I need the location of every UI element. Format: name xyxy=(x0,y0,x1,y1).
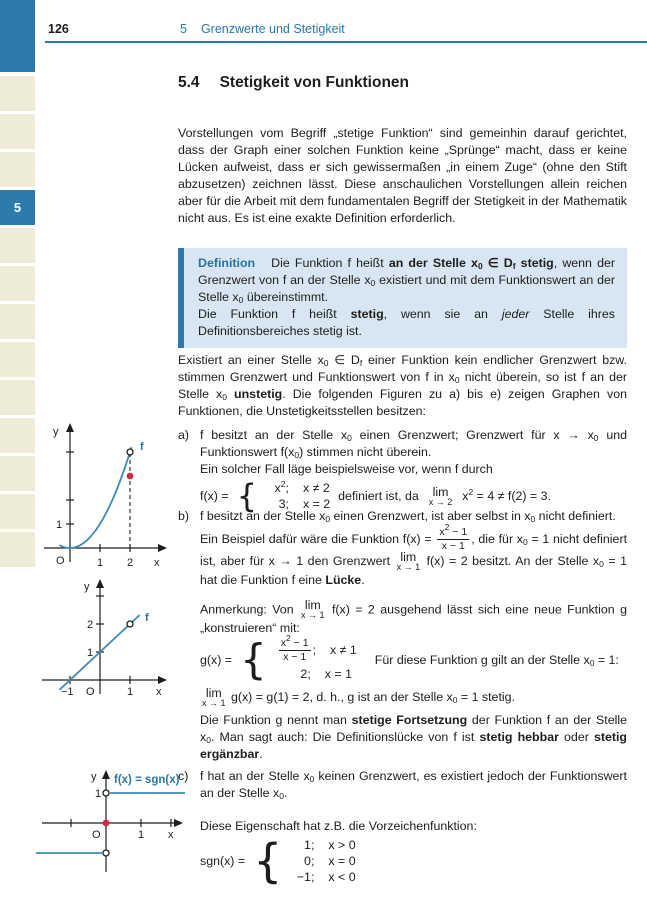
case-cond: x = 2 xyxy=(302,497,331,511)
unstetig-paragraph xyxy=(178,352,627,420)
svg-text:1: 1 xyxy=(87,647,94,659)
sidebar-tab xyxy=(0,456,35,491)
svg-text:1: 1 xyxy=(56,519,63,531)
sidebar-header-block xyxy=(0,0,35,72)
svg-text:O: O xyxy=(86,686,95,698)
sidebar-tab xyxy=(0,228,35,263)
definition-label: Definition xyxy=(198,256,256,270)
main-column xyxy=(178,0,627,921)
g-formula xyxy=(178,633,627,685)
svg-text:f: f xyxy=(145,612,149,624)
svg-text:2: 2 xyxy=(127,557,134,569)
section-title-text: Stetigkeit von Funktionen xyxy=(219,74,410,91)
sidebar-tab-chapter-5: 5 xyxy=(0,190,35,225)
case-expr: 0; xyxy=(304,854,315,868)
svg-text:1: 1 xyxy=(95,788,102,800)
case-expr: 1; xyxy=(304,838,315,852)
eigenschaft-line: Diese Eigenschaft hat z.B. die Vorzeichenfunktion: xyxy=(200,819,477,833)
svg-text:x: x xyxy=(154,557,160,569)
svg-text:x: x xyxy=(156,686,162,698)
sidebar-tab xyxy=(0,342,35,377)
fraction: $\frac{x^2 - 1}{x - 1}$ xyxy=(439,522,468,552)
case-cond: x > 0 xyxy=(328,838,356,852)
section-number: 5.4 xyxy=(178,74,200,91)
item-a-marker: a) xyxy=(178,428,190,442)
sidebar-tab xyxy=(0,418,35,453)
definition-box xyxy=(178,248,627,348)
svg-text:1: 1 xyxy=(97,557,104,569)
case-expr: −1; xyxy=(296,870,315,884)
hole-marker-negative xyxy=(103,850,109,856)
sidebar-tab xyxy=(0,532,35,567)
sidebar-tab xyxy=(0,380,35,415)
list-item-a xyxy=(178,427,627,516)
svg-text:2: 2 xyxy=(87,619,94,631)
case-cond: x ≠ 2 xyxy=(302,481,330,495)
case-cond: x < 0 xyxy=(328,870,356,884)
chapter-title: Grenzwerte und Stetigkeit xyxy=(200,22,345,36)
case-expr: 2; xyxy=(300,667,311,681)
formula-lhs: f(x) = xyxy=(200,489,229,503)
case-rows: $\frac{x^2 - 1}{x - 1}$ ; x ≠ 1 2; x = 1 xyxy=(277,638,357,682)
case-expr: $x^2$; xyxy=(274,479,289,495)
limit-notation: lim x → 1 xyxy=(301,598,325,620)
definition-text: Die Funktion f heißt an der Stelle $x_0$ ∈ $D_f$ stetig, wenn der Grenzwert von f an der Stelle $x_0$ existiert und mit dem Funktionswert an der Stelle $x_0$ übereinstimmt. Die Funktion f heißt stetig, wenn sie an jeder Stelle ihres Definitionsbereiches stetig ist. xyxy=(198,256,615,338)
sidebar-tab xyxy=(0,152,35,187)
svg-text:O: O xyxy=(56,555,65,567)
formula-rhs: $x^2 = 4 \ne f(2) = 3$. xyxy=(462,487,551,503)
svg-text:f(x) = sgn(x): f(x) = sgn(x) xyxy=(114,774,180,786)
lim-line: lim x → 1 g(x) = g(1) = 2, d. h., g ist an der Stelle $x_0 = 1$ stetig. xyxy=(202,686,515,708)
item-b-text: f besitzt an der Stelle $x_0$ einen Grenzwert, ist aber selbst in $x_0$ nicht definiert. xyxy=(200,509,616,524)
figure-parabola-jump xyxy=(40,420,170,583)
sidebar-tab xyxy=(0,266,35,301)
case-brace: { xyxy=(240,635,267,685)
g-formula-side-text: Für diese Funktion g gilt an der Stelle $x_0 = 1$: xyxy=(374,652,619,668)
figure-line-hole xyxy=(38,578,170,715)
svg-text:O: O xyxy=(92,829,101,841)
hole-marker-positive xyxy=(103,790,109,796)
intro-text: Vorstellungen vom Begriff „stetige Funktion“ sind gemeinhin darauf gerichtet, dass der Graph einer solchen Funktion keine „Sprünge“ macht, dass er keine Lücken aufweist, dass er sich gewissermaßen „in einem Zuge“ (ohne den Stift abzusetzen) zeichnen lässt. Diese anschaulichen Vorstellungen allein reichen aber für die Arbeit mit dem fundamentalen Begriff der Stetigkeit in der Mathematik nicht aus. Es ist eine exakte Definition erforderlich. xyxy=(178,126,627,225)
svg-text:y: y xyxy=(84,581,90,593)
sidebar-tab xyxy=(0,304,35,339)
svg-text:y: y xyxy=(53,426,59,438)
formula-mid: definiert ist, da xyxy=(338,489,419,503)
formula-lhs: g(x) = xyxy=(200,652,233,667)
chapter-number: 5 xyxy=(180,22,187,36)
case-rows xyxy=(292,838,355,885)
svg-text:f: f xyxy=(140,441,144,453)
fraction: $\frac{x^2 - 1}{x - 1}$ xyxy=(280,633,309,663)
anmerkung-paragraph: Anmerkung: Von lim x → 1 f(x) = 2 ausgehend lässt sich eine neue Funktion g „konstruieren“ mit: xyxy=(200,598,627,635)
item-c-marker: c) xyxy=(178,769,189,783)
unstetig-text: Existiert an einer Stelle $x_0$ ∈ $D_f$ einer Funktion kein endlicher Grenzwert bzw. stimmen Grenzwert und Funktionswert von f in $x_0$ nicht überein, so ist f an der Stelle $x_0$ unstetig. Die folgenden Figuren zu a) bis e) zeigen Graphen von Funktionen, die Unstetigkeitsstellen besitzen: xyxy=(178,353,627,418)
limit-notation: lim x → 1 xyxy=(202,686,226,708)
limit-notation: lim x → 2 xyxy=(428,484,453,507)
hole-marker xyxy=(127,621,133,627)
svg-text:y: y xyxy=(91,771,97,783)
item-c-text: f hat an der Stelle $x_0$ keinen Grenzwert, es existiert jedoch der Funktionswert an der Stelle $x_0$. xyxy=(200,769,627,801)
case-cond: x = 1 xyxy=(324,667,352,681)
limit-notation: lim x → 1 xyxy=(396,550,421,572)
svg-text:x: x xyxy=(168,829,174,841)
intro-paragraph xyxy=(178,125,627,227)
case-cond: x ≠ 1 xyxy=(330,643,357,657)
figure-sign-function xyxy=(36,768,186,891)
function-value-dot xyxy=(127,473,134,480)
svg-text:−1: −1 xyxy=(61,686,74,698)
item-b-marker: b) xyxy=(178,509,190,523)
sgn-formula xyxy=(178,833,627,888)
fortsetzung-paragraph: Die Funktion g nennt man stetige Fortsetzung der Funktion f an der Stelle $x_0$. Man sagt auch: Die Definitionslücke von f ist stetig hebbar oder stetig ergänzbar. xyxy=(200,713,627,761)
open-point-marker xyxy=(127,449,133,455)
list-item-c xyxy=(178,768,627,802)
item-a-text: f besitzt an der Stelle $x_0$ einen Grenzwert; Grenzwert für $x \to x_0$ und Funktionswert $f(x_0)$ stimmen nicht überein. Ein solcher Fall läge beispielsweise vor, wenn f durch xyxy=(200,428,627,476)
list-item-b xyxy=(178,508,627,589)
case-brace: { xyxy=(253,833,283,888)
item-b-example: Ein Beispiel dafür wäre die Funktion f(x) = $\frac{x^2 - 1}{x - 1}$ , die für $x_0 = 1$ nicht definiert ist, aber für x → 1 den Grenzwert lim x → 1 f(x) = 2 besitzt. An der Stelle $x_0 = 1$ hat die Funktion f eine Lücke. xyxy=(200,522,628,587)
case-expr: 3; xyxy=(278,497,289,511)
sidebar-tabs xyxy=(0,76,35,567)
page-number: 126 xyxy=(48,22,69,36)
sidebar-tab xyxy=(0,76,35,111)
sidebar-tab xyxy=(0,114,35,149)
svg-text:1: 1 xyxy=(138,829,145,841)
case-cond: x = 0 xyxy=(328,854,356,868)
case-brace: { xyxy=(236,477,257,516)
origin-value-dot xyxy=(103,820,110,827)
svg-text:1: 1 xyxy=(127,686,134,698)
formula-lhs: sgn(x) = xyxy=(200,854,246,868)
sidebar-tab xyxy=(0,494,35,529)
